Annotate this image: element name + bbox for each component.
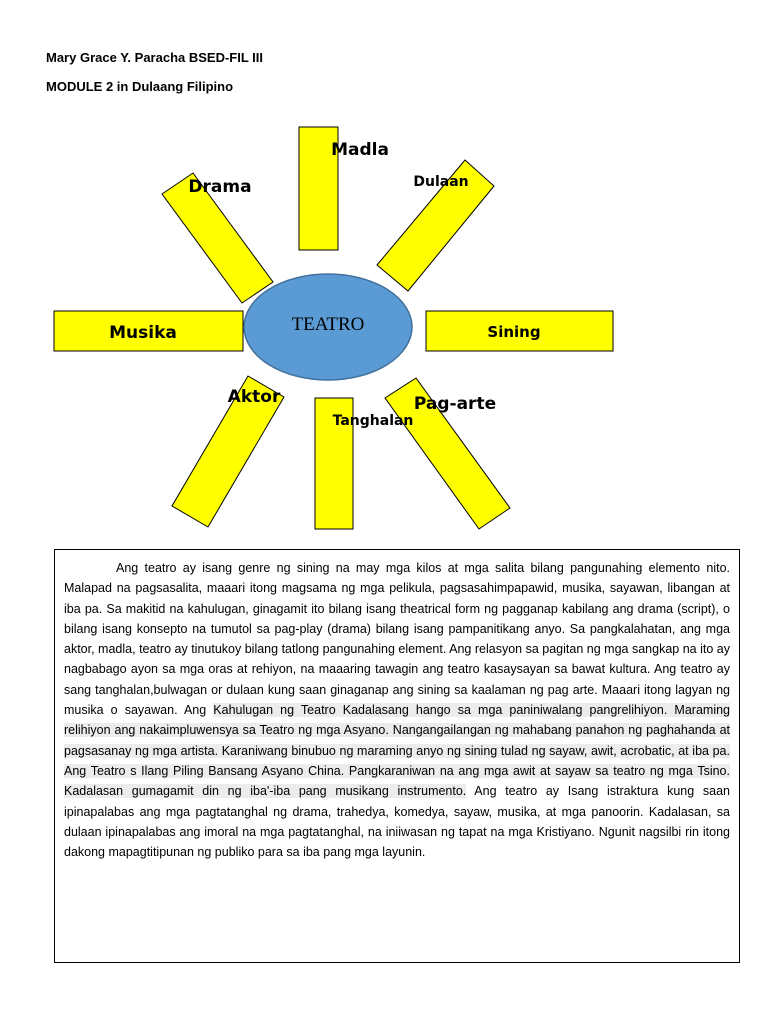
body-text-highlighted: Kahulugan ng Teatro Kadalasang hango sa mga paniniwalang pangrelihiyon. Maraming relihiyon ang nakaimpluwensya sa Teatro ng mga Asyano. Nangangailangan ng mahabang panahon ng paghahanda at pagsasanay ng mga artista. Karaniwang binubuo ng maraming anyo ng sining tulad ng sayaw, awit, acrobatic, at iba pa. Ang Teatro s Ilang Piling Bansang Asyano China. Pangkaraniwan na ang mga awit at sayaw sa teatro ng mga Tsino. Kadalasan gumagamit din ng iba'-iba pang musikang instrumento. [64, 703, 730, 799]
label-aktor: Aktor [227, 387, 281, 407]
body-text-part1: Ang teatro ay isang genre ng sining na may mga kilos at mga salita bilang pangunahing elemento nito. Malapad na pagsasalita, maaari itong magsama ng mga pelikula, pagsasahimpapawid, musika, sayawan, libangan at iba pa. Sa makitid na kahulugan, ginagamit ito bilang isang theatrical form ng pagganap kabilang ang drama (script), o bilang isang konsepto na tumutol sa pag-play (drama) bilang isang pampanitikang anyo. Sa pangkalahatan, ang mga aktor, madla, teatro ay tinutukoy bilang tatlong pangunahing element. Ang relasyon sa pagitan ng mga sangkap na ito ay nagbabago ayon sa mga oras at rehiyon, na maaaring tawagin ang teatro kasaysayan sa bawat kultura. Ang teatro ay sang tanghalan,bulwagan or dulaan kung saan ginaganap ang sining sa kaalaman ng pag arte. Maaari itong lagyan ng musika o sayawan. Ang [64, 561, 730, 718]
label-tanghalan: Tanghalan [332, 413, 414, 429]
body-text-part3: Ang teatro ay Isang istraktura kung saan ipinapalabas ang mga pagtatanghal ng drama, trahedya, komedya, sayaw, musika, at mga panoorin. Kadalasan, sa dulaan ipinapalabas ang imoral na mga pagtatanghal, na iniiwasan ng tapat na mga Kristiyano. Ngunit nagsilbi rin itong dakong mapagtitipunan ng publiko para sa iba pang mga layunin. [64, 784, 730, 860]
label-madla: Madla [331, 140, 389, 160]
author-line: Mary Grace Y. Paracha BSED-FIL III [46, 50, 264, 65]
label-pagarte: Pag-arte [413, 394, 497, 414]
body-text-box [54, 549, 740, 963]
label-dulaan: Dulaan [413, 174, 469, 190]
center-label: TEATRO [291, 314, 365, 335]
label-sining: Sining [487, 323, 541, 341]
label-drama: Drama [188, 177, 252, 197]
body-paragraph [64, 558, 730, 862]
module-title: MODULE 2 in Dulaang Filipino [46, 79, 234, 94]
label-musika: Musika [109, 323, 177, 343]
